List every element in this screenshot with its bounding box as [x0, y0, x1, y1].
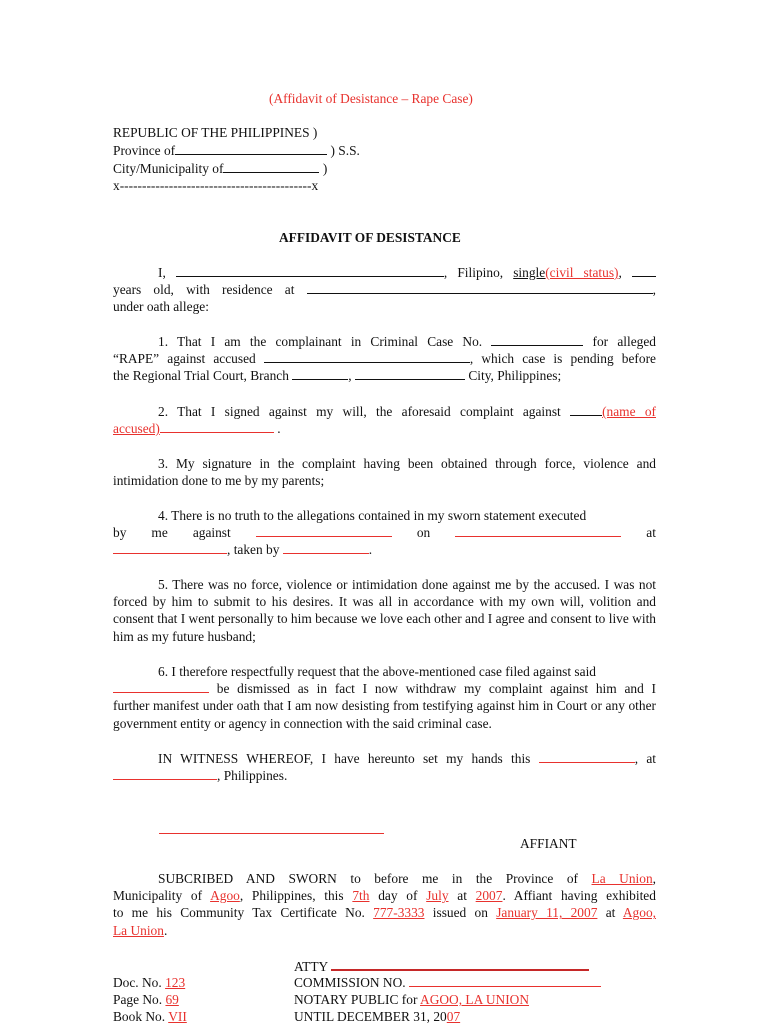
case-number-blank[interactable]	[491, 334, 583, 346]
commission-blank[interactable]	[409, 975, 601, 987]
jurat-place-b: La Union	[113, 922, 164, 938]
p4-on: on	[416, 525, 431, 541]
p4-against: against	[192, 525, 231, 541]
affiant-name-blank[interactable]	[176, 265, 444, 277]
atty-label: ATTY	[294, 959, 328, 974]
p5-text: 5. There was no force, violence or intimidation done against me by the accused. I was not forced by him to submit to his desires. It was all in accordance with my own will, volition and consent that I went personally to him because we love each other and I agree and consent to live with him as my future husband;	[113, 577, 656, 644]
notary-label: NOTARY PUBLIC for	[294, 992, 418, 1007]
p1-text-f: City, Philippines;	[468, 368, 562, 384]
page-number	[113, 992, 179, 1008]
book-number	[113, 1009, 187, 1025]
affiant-label: AFFIANT	[520, 836, 577, 851]
p6-text-b: be dismissed as in fact I now withdraw my complaint against him and I	[216, 681, 656, 697]
jurat-text-d: day of	[378, 888, 418, 904]
p4-taken-by-blank[interactable]	[283, 542, 369, 554]
p3-text: 3. My signature in the complaint having been obtained through force, violence and intimidation done to me by my parents;	[113, 456, 656, 489]
jurat-municipality: Agoo	[210, 888, 240, 904]
doc-label: Doc. No.	[113, 975, 162, 990]
jurat-place-a: Agoo,	[622, 905, 656, 921]
p1-text-e: the Regional Trial Court, Branch	[113, 368, 289, 384]
jurat-month: July	[426, 888, 449, 904]
p6-blank[interactable]	[113, 681, 209, 693]
paragraph-3	[113, 455, 656, 489]
book-label: Book No.	[113, 1009, 166, 1024]
residence-blank[interactable]	[307, 282, 653, 294]
accused-name-blank[interactable]	[264, 351, 470, 363]
notary-place: AGOO, LA UNION	[420, 992, 530, 1007]
p2-name-of: (name of	[602, 404, 656, 419]
until-text: UNTIL DECEMBER 31, 20	[294, 1009, 447, 1024]
court-city-blank[interactable]	[355, 368, 465, 380]
notary-atty	[294, 958, 589, 975]
p2-accused: accused)	[113, 421, 160, 437]
city-blank[interactable]	[223, 161, 319, 173]
notary-public	[294, 992, 529, 1008]
paragraph-1: 1. That I am the complainant in Criminal Case No. for alleged “RAPE” against accused , which case is pending before the Regional Trial Court, Branch , City, Philippines;	[113, 334, 656, 384]
affiant-signature-line[interactable]	[159, 833, 384, 834]
p2-end: .	[277, 421, 281, 437]
jurat-text-c: , Philippines, this	[239, 888, 344, 904]
intro-years-old: years old, with residence at	[113, 282, 295, 298]
witness-paragraph	[113, 750, 656, 784]
jurat-text-h: issued on	[432, 905, 488, 921]
jurat-comma: ,	[652, 871, 656, 886]
commission-label: COMMISSION NO.	[294, 975, 406, 990]
p4-text-a: 4. There is no truth to the allegations contained in my sworn statement executed	[158, 508, 587, 523]
p6-text-c: further manifest under oath that I am now desisting from testifying against him in Court or any other government entity or agency in connection with the said criminal case.	[113, 698, 656, 731]
intro-single: single	[513, 265, 546, 280]
paragraph-2	[113, 403, 656, 437]
book-value: VII	[168, 1009, 187, 1024]
document-title: AFFIDAVIT OF DESISTANCE	[279, 230, 461, 245]
p4-date-blank[interactable]	[455, 525, 621, 537]
intro-comma-2: ,	[652, 282, 656, 298]
province-line	[113, 143, 360, 159]
page-label: Page No.	[113, 992, 163, 1007]
notary-until	[294, 1009, 460, 1025]
p4-end: .	[368, 542, 373, 558]
witness-date-blank[interactable]	[539, 751, 635, 763]
p4-by: by	[113, 525, 127, 541]
paragraph-4	[113, 507, 656, 559]
jurat-year: 2007	[475, 888, 503, 904]
witness-ph: , Philippines.	[217, 768, 288, 784]
jurat-paragraph	[113, 870, 656, 939]
jurat-text-a: SUBCRIBED AND SWORN to before me in the Province of	[158, 871, 578, 886]
p4-taken-by: , taken by	[227, 542, 280, 558]
intro-filipino: , Filipino,	[443, 265, 514, 280]
intro-under-oath: under oath allege:	[113, 299, 209, 315]
atty-name-blank[interactable]	[331, 958, 589, 971]
city-suffix: )	[322, 161, 328, 176]
doc-number	[113, 975, 185, 991]
page-value: 69	[165, 992, 179, 1007]
intro-paragraph	[113, 264, 656, 316]
p4-place-blank[interactable]	[113, 542, 227, 554]
jurat-text-g: to me his Community Tax Certificate No.	[113, 905, 365, 921]
intro-comma: ,	[618, 265, 622, 280]
province-blank[interactable]	[175, 143, 327, 155]
p1-text-d: , which case is pending before	[469, 351, 656, 367]
paragraph-5	[113, 576, 656, 645]
p4-me: me	[151, 525, 168, 541]
notary-commission	[294, 975, 601, 991]
witness-text-a: IN WITNESS WHEREOF, I have hereunto set my hands this	[158, 751, 531, 766]
jurat-ctc-number: 777-3333	[373, 905, 425, 921]
doc-value: 123	[165, 975, 186, 990]
jurat-text-b: Municipality of	[113, 888, 203, 904]
intro-i: I,	[158, 265, 166, 280]
jurat-text-i: at	[605, 905, 616, 921]
p1-text-c: “RAPE” against accused	[113, 351, 256, 367]
jurat-end: .	[163, 922, 168, 938]
p4-against-blank[interactable]	[256, 525, 392, 537]
city-label: City/Municipality of	[113, 161, 224, 176]
age-blank[interactable]	[632, 265, 656, 277]
republic-line: REPUBLIC OF THE PHILIPPINES )	[113, 125, 318, 140]
p2-text-a: 2. That I signed against my will, the aforesaid complaint against	[158, 404, 561, 419]
p1-text-a: 1. That I am the complainant in Criminal Case No.	[158, 334, 483, 349]
jurat-province: La Union	[591, 871, 653, 886]
jurat-issued-on: January 11, 2007	[496, 905, 598, 921]
province-label: Province of	[113, 143, 176, 158]
jurat-day: 7th	[352, 888, 370, 904]
witness-place-blank[interactable]	[113, 768, 217, 780]
p2-blank[interactable]	[570, 404, 602, 416]
p2-accused-line[interactable]	[160, 421, 274, 433]
branch-blank[interactable]	[292, 368, 348, 380]
city-line	[113, 161, 327, 177]
jurat-text-f: . Affiant having exhibited	[502, 888, 656, 904]
paragraph-6	[113, 663, 656, 732]
p6-text-a: 6. I therefore respectfully request that the above-mentioned case filed against said	[158, 664, 596, 679]
separator-line: x-------------------------------------------x	[113, 178, 319, 193]
witness-at: , at	[634, 751, 657, 766]
province-suffix: ) S.S.	[330, 143, 360, 158]
jurat-text-e: at	[457, 888, 467, 904]
p1-text-b: for alleged	[592, 334, 656, 349]
intro-civil-status: (civil status)	[545, 265, 619, 280]
p4-at: at	[646, 525, 656, 541]
header-note: (Affidavit of Desistance – Rape Case)	[269, 91, 473, 106]
until-year: 07	[446, 1009, 461, 1024]
